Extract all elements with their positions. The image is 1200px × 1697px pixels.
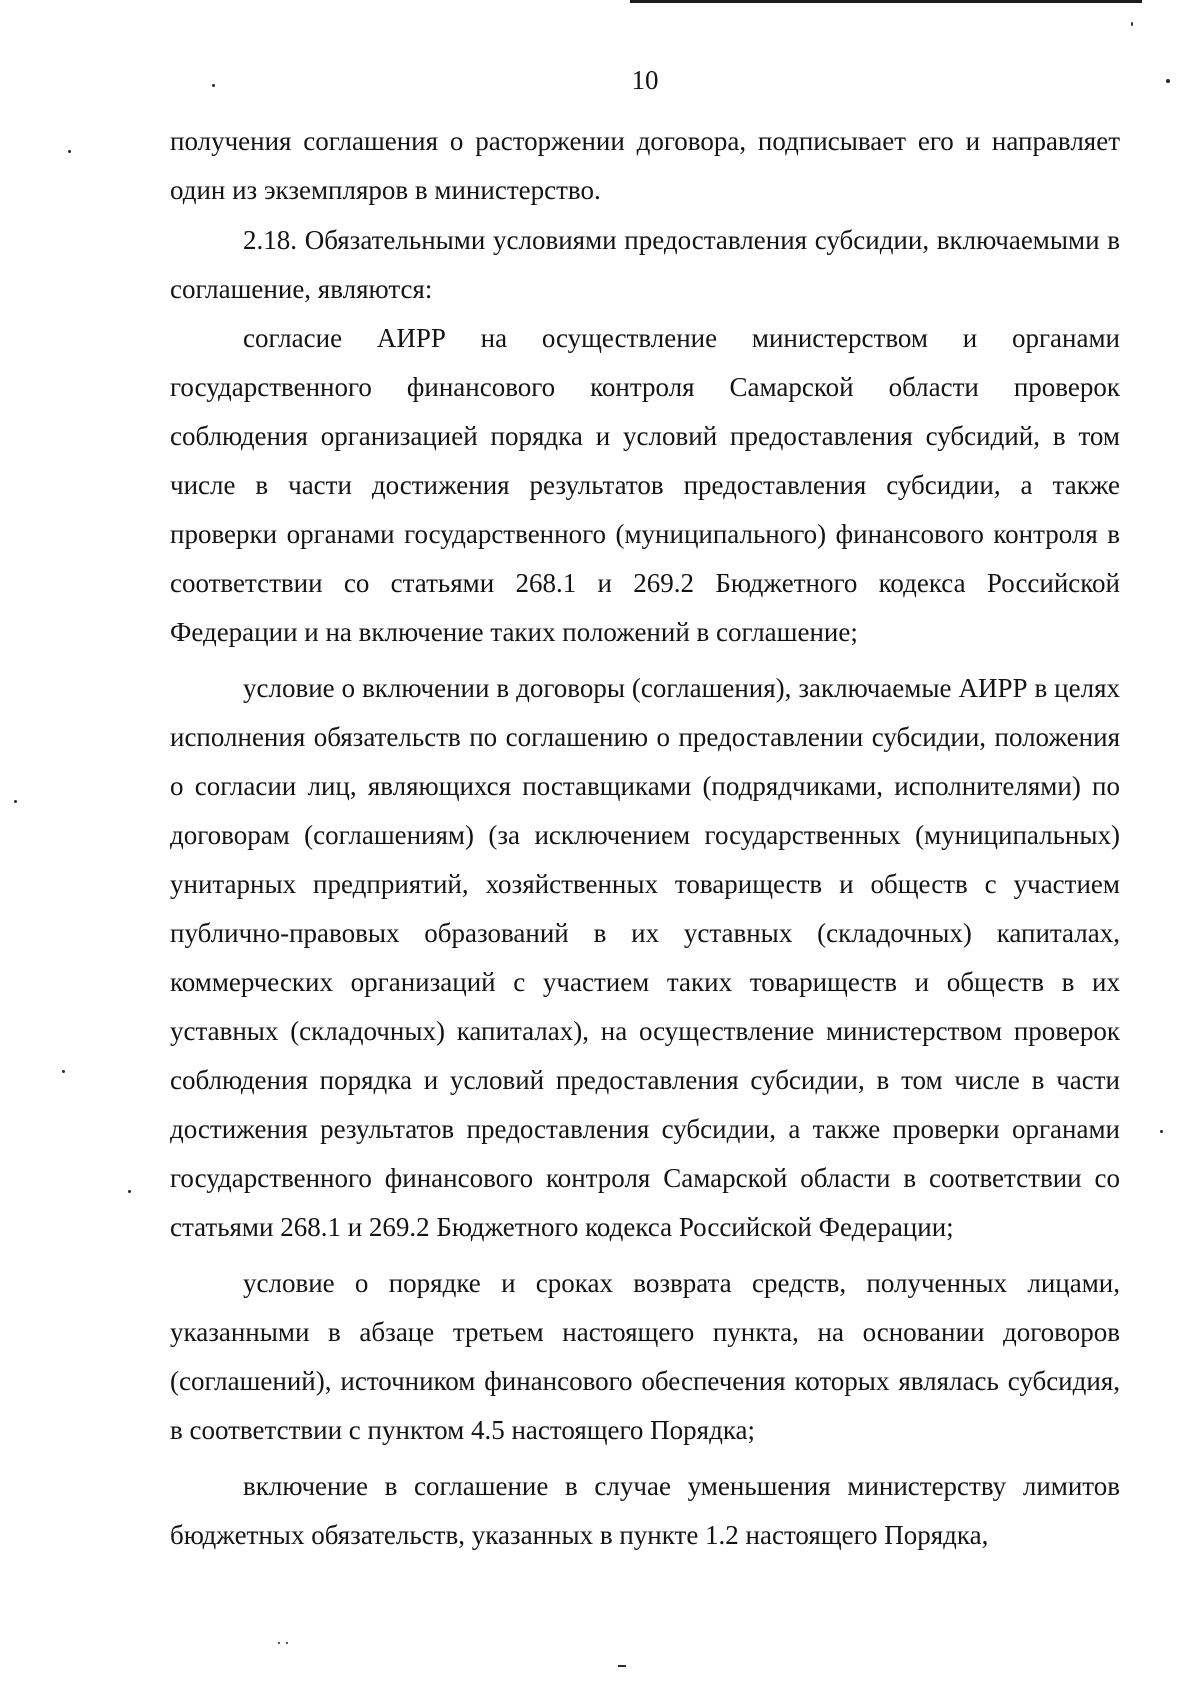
scan-speck [1131, 22, 1133, 26]
paragraph-contract-termination: получения соглашения о расторжении договора, подписывает его и направляет один из экземпляров в министерство. [170, 126, 1120, 205]
scan-speck [128, 1190, 131, 1193]
scan-speck [68, 150, 71, 153]
scan-speck [618, 1665, 626, 1667]
paragraph-contract-inclusion-condition: условие о включении в договоры (соглашения), заключаемые АИРР в целях исполнения обязательств по соглашению о предоставлении субсидии, положения о согласии лиц, являющихся поставщиками (подрядчиками, исполнителями) по договорам (соглашениям) (за исключением государственных (муниципальных) унитарных предприятий, хозяйственных товариществ и обществ с участием публично-правовых образований в их уставных (складочных) капиталах, коммерческих организаций с участием таких товариществ и обществ в их уставных (складочных) капиталах), на осуществление министерством проверок соблюдения порядка и условий предоставления субсидии, в том числе в части достижения результатов предоставления субсидии, а также проверки органами государственного финансового контроля Самарской области в соответствии со статьями 268.1 и 269.2 Бюджетного кодекса Российской Федерации; [170, 673, 1120, 1242]
paragraph-limits-reduction: включение в соглашение в случае уменьшения министерству лимитов бюджетных обязательств, указанных в пункте 1.2 настоящего Порядка, [170, 1471, 1120, 1550]
scan-speck [1166, 79, 1170, 83]
top-border-line [630, 0, 1142, 3]
scan-speck [62, 1070, 65, 1073]
scan-speck [1160, 1130, 1163, 1133]
scan-speck [212, 84, 215, 87]
document-body [170, 117, 1120, 1560]
paragraph-airr-consent: согласие АИРР на осуществление министерством и органами государственного финансового контроля Самарской области проверок соблюдения организацией порядка и условий предоставления субсидий, в том числе в части достижения результатов предоставления субсидии, а также проверки органами государственного (муниципального) финансового контроля в соответствии со статьями 268.1 и 269.2 Бюджетного кодекса Российской Федерации и на включение таких положений в соглашение; [170, 323, 1120, 647]
paragraph-refund-condition: условие о порядке и сроках возврата средств, полученных лицами, указанными в абзаце третьем настоящего пункта, на основании договоров (соглашений), источником финансового обеспечения которых являлась субсидия, в соответствии с пунктом 4.5 настоящего Порядка; [170, 1268, 1120, 1445]
scan-speck [278, 1642, 280, 1644]
page-number: 10 [631, 65, 659, 95]
scan-speck [286, 1642, 288, 1644]
paragraph-clause-2-18: 2.18. Обязательными условиями предоставления субсидии, включаемыми в соглашение, являются: [170, 225, 1120, 304]
scan-speck [14, 800, 17, 803]
